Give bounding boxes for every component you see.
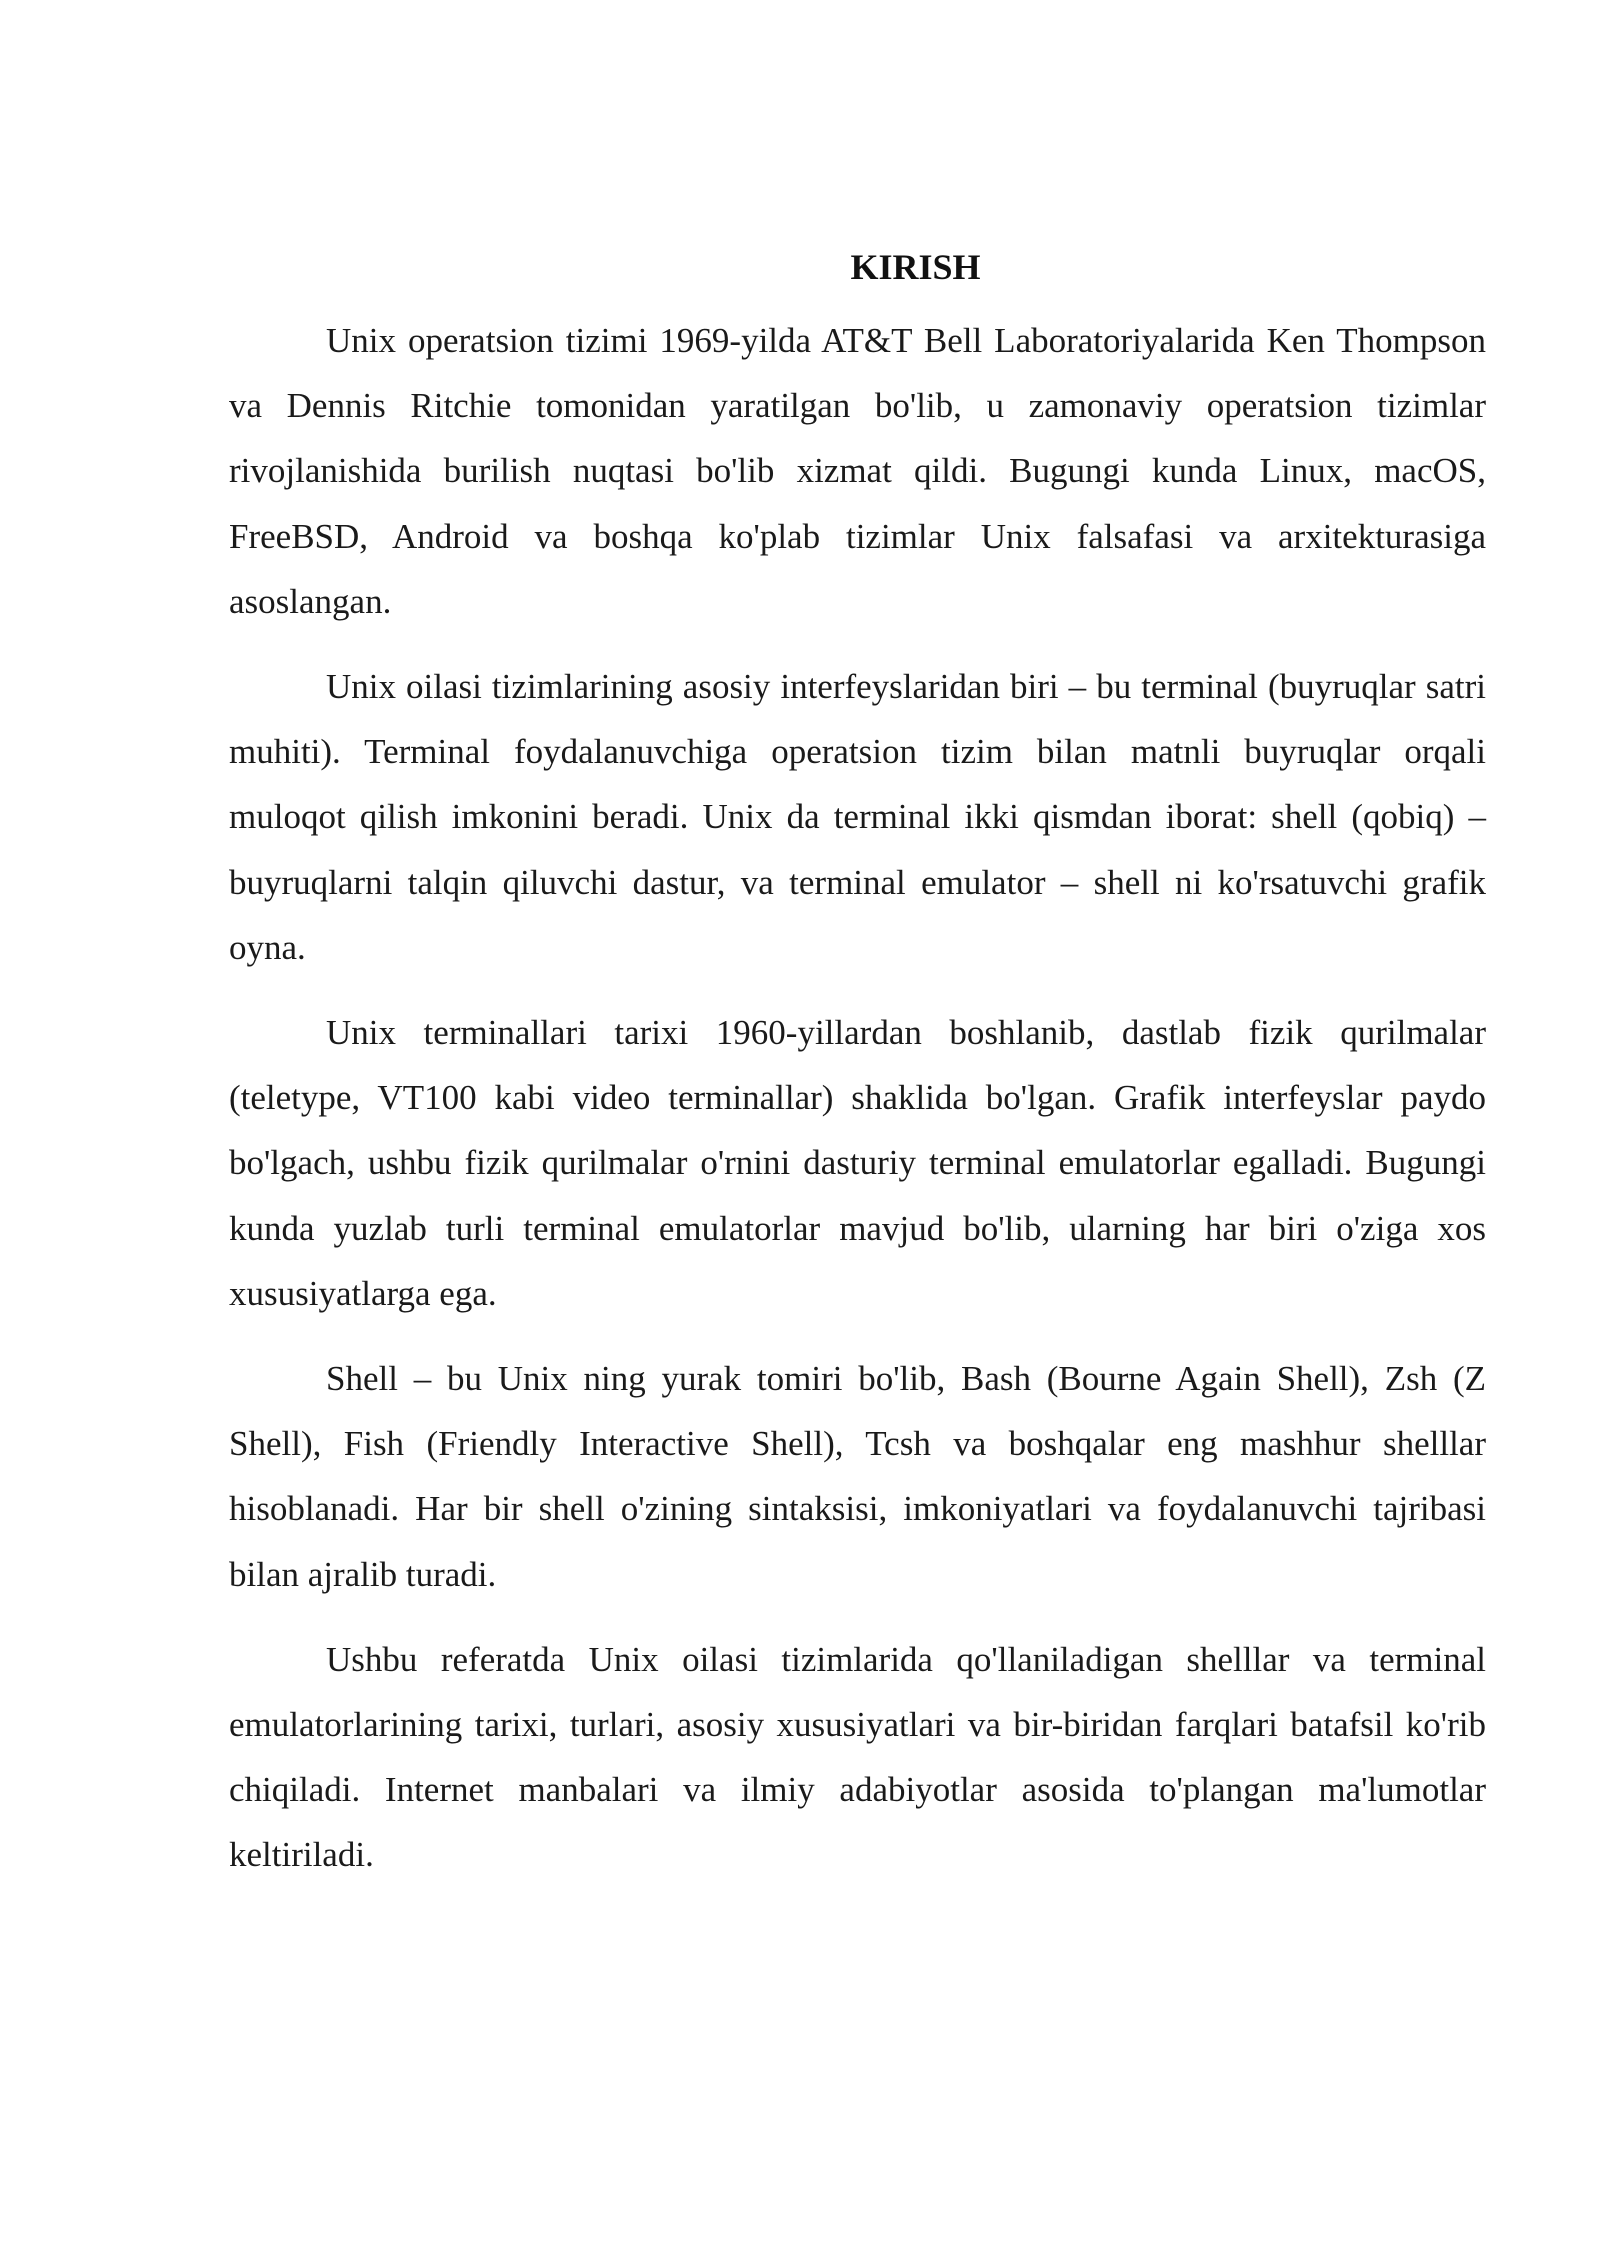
paragraph-1: Unix operatsion tizimi 1969-yilda AT&T Bell Laboratoriyalarida Ken Thompson va Dennis Ritchie tomonidan yaratilgan bo'lib, u zamonaviy operatsion tizimlar rivojlanishida burilish nuqtasi bo'lib xizmat qildi. Bugungi kunda Linux, macOS, FreeBSD, Android va boshqa ko'plab tizimlar Unix falsafasi va arxitekturasiga asoslangan. [229,321,1486,621]
paragraph-2: Unix oilasi tizimlarining asosiy interfeyslaridan biri – bu terminal (buyruqlar satri muhiti). Terminal foydalanuvchiga operatsion tizim bilan matnli buyruqlar orqali muloqot qilish imkonini beradi. Unix da terminal ikki qismdan iborat: shell (qobiq) – buyruqlarni talqin qiluvchi dastur, va terminal emulator – shell ni ko'rsatuvchi grafik oyna. [229,667,1486,967]
document-body [229,238,1486,1908]
paragraph-5: Ushbu referatda Unix oilasi tizimlarida qo'llaniladigan shelllar va terminal emulatorlarining tarixi, turlari, asosiy xususiyatlari va bir-biridan farqlari batafsil ko'rib chiqiladi. Internet manbalari va ilmiy adabiyotlar asosida to'plangan ma'lumotlar keltiriladi. [229,1639,1486,1875]
paragraph-3: Unix terminallari tarixi 1960-yillardan boshlanib, dastlab fizik qurilmalar (teletype, VT100 kabi video terminallar) shaklida bo'lgan. Grafik interfeyslar paydo bo'lgach, ushbu fizik qurilmalar o'rnini dasturiy terminal emulatorlar egalladi. Bugungi kunda yuzlab turli terminal emulatorlar mavjud bo'lib, ularning har biri o'ziga xos xususiyatlarga ega. [229,1013,1486,1313]
paragraph-4: Shell – bu Unix ning yurak tomiri bo'lib, Bash (Bourne Again Shell), Zsh (Z Shell), Fish (Friendly Interactive Shell), Tcsh va boshqalar eng mashhur shelllar hisoblanadi. Har bir shell o'zining sintaksisi, imkoniyatlari va foydalanuvchi tajribasi bilan ajralib turadi. [229,1359,1486,1594]
page-title: KIRISH [850,247,981,287]
